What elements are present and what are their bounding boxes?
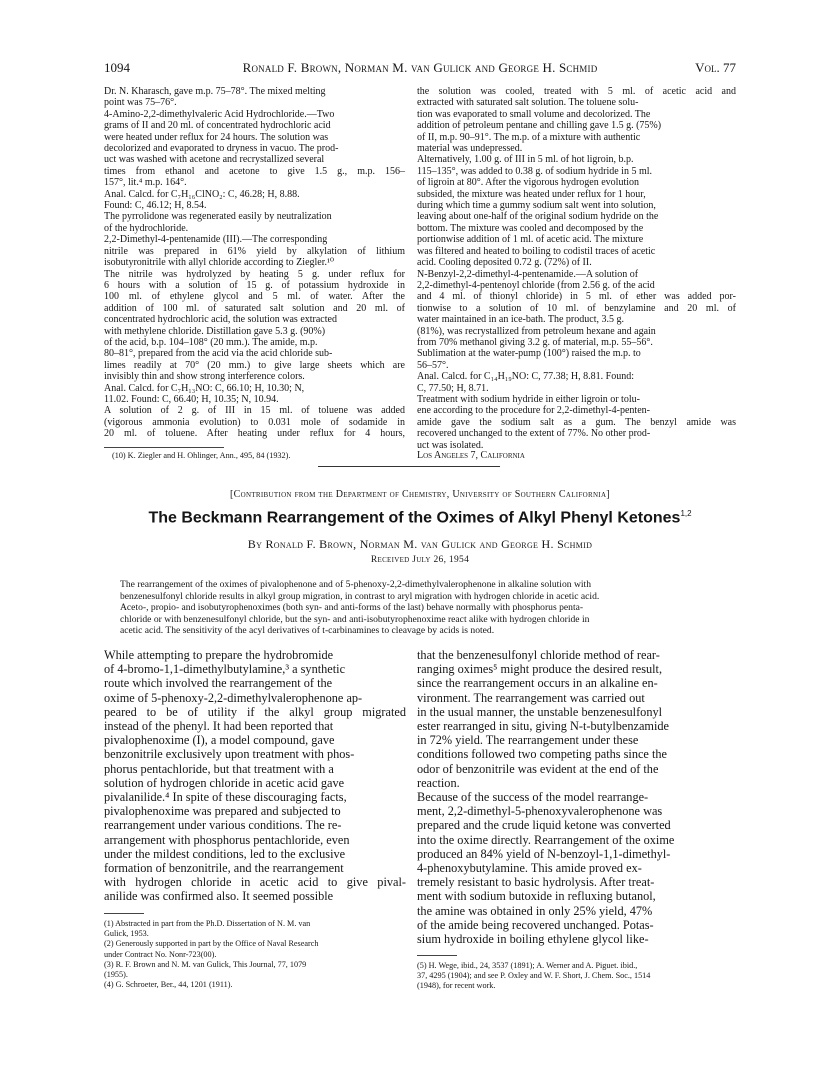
location-line: Los Angeles 7, California — [417, 450, 525, 461]
text-line: of the acid, b.p. 104–108° (20 mm.). The amide, m.p. — [104, 336, 318, 348]
text-line: from 70% methanol giving 3.2 g. of material, m.p. 55–56°. — [417, 336, 653, 348]
footnote-line: (3) R. F. Brown and N. M. van Gulick, This Journal, 77, 1079 — [104, 959, 307, 969]
text-line: was filtered and heated to boiling to codistil traces of acetic — [417, 245, 656, 257]
footnote-line: (1955). — [104, 970, 128, 980]
text-line: nitrile was prepared in 61% yield by alkylation of lithium — [104, 245, 405, 257]
abstract — [120, 579, 720, 637]
article-title — [104, 509, 736, 527]
text-line: of the hydrochloride. — [104, 222, 189, 234]
body-line: solution of hydrogen chloride in acetic acid gave — [104, 775, 345, 790]
text-line: 80–81°, prepared from the acid via the acid chloride sub- — [104, 348, 333, 360]
text-line: 100 ml. of ethylene glycol and 5 ml. of water. After the — [104, 291, 405, 303]
text-line: leaving about one-half of the original sodium hydride on the — [417, 211, 659, 223]
text-line: times from ethanol and acetone to give 1.5 g., m.p. 156– — [104, 165, 405, 177]
body-line: pivalophenoxime was prepared and subjected to — [104, 804, 341, 819]
footnote-line: (2) Generously supported in part by the Office of Naval Research — [104, 939, 319, 949]
body-line: the amine was obtained in only 25% yield, 47% — [417, 903, 653, 918]
body-line: since the rearrangement occurs in an alkaline en- — [417, 676, 658, 691]
body-line: ester rearranged in situ, giving N-t-butylbenzamide — [417, 719, 670, 734]
body-line: tremely resistant to basic hydrolysis. After treat- — [417, 875, 655, 890]
body-line: sium hydroxide in boiling ethylene glycol like- — [417, 932, 649, 947]
text-line: Treatment with sodium hydride in either ligroin or tolu- — [417, 393, 640, 405]
body-line: benzonitrile exclusively upon treatment with phos- — [104, 747, 355, 762]
text-line: The nitrile was hydrolyzed by heating 5 g. under reflux for — [104, 268, 405, 280]
text-line: recovered unchanged to the extent of 77%. No other prod- — [417, 428, 651, 440]
abstract-line: chloride or with benzenesulfonyl chloride, but the syn- and anti-isobutyrophenoxime react alike with hydrogen chloride in — [120, 613, 590, 625]
body-line: vironment. The rearrangement was carried out — [417, 690, 645, 705]
text-line: tion was evaporated to small volume and decolorized. The — [417, 108, 651, 120]
text-line: addition of 100 ml. of saturated salt solution and 20 ml. of — [104, 302, 405, 314]
body-line: pivalanilide.⁴ In spite of these discouraging facts, — [104, 790, 347, 805]
text-line: Anal. Calcd. for C₇H₁₆ClNO₂: C, 46.28; H, 8.88. — [104, 188, 300, 200]
text-line: invisibly thin and show strong interference colors. — [104, 371, 305, 383]
text-line: 56–57°. — [417, 359, 449, 371]
text-line: decolorized and evaporated to dryness in vacuo. The prod- — [104, 143, 339, 155]
text-line: (vigorous ammonia evolution) to 0.031 mole of sodamide in — [104, 416, 405, 428]
footnote-line: 37, 4295 (1904); and see P. Oxley and W. F. Short, J. Chem. Soc., 1514 — [417, 971, 651, 981]
text-line: Anal. Calcd. for C₁₄H₁₉NO: C, 77.38; H, 8.81. Found: — [417, 371, 634, 383]
footnote-line: (5) H. Wege, ibid., 24, 3537 (1891); A. Werner and A. Piguet. ibid., — [417, 961, 638, 970]
title-footnote-refs: 1,2 — [680, 509, 692, 518]
footnote-10 — [104, 451, 405, 461]
text-line: concentrated hydrochloric acid, the solution was extracted — [104, 314, 337, 326]
running-head — [104, 60, 736, 76]
text-line: 115–135°, was added to 0.38 g. of sodium hydride in 5 ml. — [417, 165, 652, 177]
footnote-rule — [104, 447, 224, 448]
text-line: of II, m.p. 90–91°. The m.p. of a mixture with authentic — [417, 131, 641, 143]
text-line: tionwise to a solution of 10 ml. of benzylamine and 20 ml. of — [417, 302, 736, 314]
abstract-line: Aceto-, propio- and isobutyrophenoximes (both syn- and anti-forms of the last) behave normally with phosphorus penta- — [120, 602, 584, 614]
text-line: water maintained in an ice-bath. The product, 3.5 g. — [417, 314, 624, 326]
body-right-column — [417, 648, 736, 946]
footnote-line: (1) Abstracted in part from the Ph.D. Dissertation of N. M. van — [104, 919, 311, 928]
body-line: rearrangement under various conditions. The re- — [104, 818, 342, 833]
body-line: anilide was confirmed also. It seemed possible — [104, 889, 334, 904]
body-line: conditions followed two competing paths since the — [417, 747, 667, 762]
text-line: point was 75–76°. — [104, 97, 177, 109]
text-line: addition of petroleum pentane and chilling gave 1.5 g. (75%) — [417, 120, 662, 132]
running-head-authors: Ronald F. Brown, Norman M. van Gulick and George H. Schmid — [242, 60, 598, 75]
text-line: 6 hours with a solution of 15 g. of potassium hydroxide in — [104, 279, 405, 291]
body-line: of the amide being recovered unchanged. Potas- — [417, 917, 654, 932]
text-line: extracted with saturated salt solution. The toluene solu- — [417, 97, 639, 109]
text-line: acid. Cooling deposited 0.72 g. (72%) of II. — [417, 257, 592, 269]
text-line: bottom. The mixture was cooled and decomposed by the — [417, 222, 644, 234]
received-date: Received July 26, 1954 — [370, 555, 470, 565]
text-line: 20 ml. of toluene. After heating under reflux for 4 hours, — [104, 428, 405, 440]
abstract-line: The rearrangement of the oximes of pivalophenone and of 5-phenoxy-2,2-dimethylvalerophenone in alkaline solution with — [120, 579, 592, 590]
text-line: with methylene chloride. Distillation gave 5.3 g. (90%) — [104, 325, 326, 337]
abstract-line: acetic acid. The sensitivity of the acyl derivatives of t-carbinamines to cleavage by acids is noted. — [120, 625, 495, 637]
body-line: formation of benzonitrile, and the rearrangement — [104, 861, 344, 876]
text-line: A solution of 2 g. of III in 15 ml. of toluene was added — [104, 405, 405, 417]
text-line: (81%), was recrystallized from petroleum hexane and again — [417, 325, 656, 337]
text-line: of ligroin at 80°. After the vigorous hydrogen evolution — [417, 177, 640, 189]
body-line: ranging oximes⁵ might produce the desired result, — [417, 662, 663, 677]
text-line: uct was washed with acetone and recrystallized several — [104, 154, 325, 166]
text-line: The pyrrolidone was regenerated easily by neutralization — [104, 211, 332, 223]
text-line: during which time a gummy sodium salt went into solution, — [417, 200, 656, 212]
text-line: Anal. Calcd. for C₇H₁₃NO: C, 66.10; H, 10.30; N, — [104, 382, 305, 394]
body-line: prepared and the crude liquid ketone was converted — [417, 818, 671, 833]
text-line: portionwise addition of 1 ml. of acetic acid. The mixture — [417, 234, 644, 246]
text-line: Dr. N. Kharasch, gave m.p. 75–78°. The mixed melting — [104, 86, 326, 97]
article-title-text: The Beckmann Rearrangement of the Oximes of Alkyl Phenyl Ketones — [148, 509, 681, 527]
text-line: grams of II and 20 ml. of concentrated hydrochloric acid — [104, 120, 331, 132]
body-line: in the usual manner, the unstable benzenesulfonyl — [417, 704, 663, 719]
body-line: pivalophenoxime (I), a model compound, gave — [104, 733, 335, 748]
body-line: arrangement with phosphorus pentachloride, even — [104, 832, 350, 847]
body-line: produced an 84% yield of N-benzoyl-1,1-dimethyl- — [417, 846, 671, 861]
text-line: limes readily at 70° (20 mm.) to give large sheets which are — [104, 359, 405, 371]
text-line: 11.02. Found: C, 66.40; H, 10.35; N, 10.94. — [104, 393, 279, 405]
text-line: uct was isolated. — [417, 439, 484, 451]
byline: By Ronald F. Brown, Norman M. van Gulick and George H. Schmid — [247, 537, 593, 551]
body-line: that the benzenesulfonyl chloride method of rear- — [417, 648, 660, 662]
article-separator-rule — [318, 466, 500, 467]
footnote-line: under Contract No. Nonr-723(00). — [104, 949, 217, 959]
text-line: Alternatively, 1.00 g. of III in 5 ml. of hot ligroin, b.p. — [417, 154, 634, 166]
footnote-line: (1948), for recent work. — [417, 981, 496, 991]
text-line: ene according to the procedure for 2,2-dimethyl-4-penten- — [417, 405, 650, 417]
body-line: 4-phenoxybutylamine. This amide proved ex- — [417, 861, 642, 876]
text-line: N-Benzyl-2,2-dimethyl-4-pentenamide.—A solution of — [417, 268, 639, 280]
prev-article-left-column — [104, 86, 405, 440]
text-line: isobutyronitrile with allyl chloride according to Ziegler.¹⁰ — [104, 257, 335, 269]
footnote-line: (10) K. Ziegler and H. Ohlinger, Ann., 495, 84 (1932). — [112, 451, 291, 460]
body-line: While attempting to prepare the hydrobromide — [104, 648, 334, 662]
body-line: reaction. — [417, 775, 460, 790]
body-line: phorus pentachloride, but that treatment with a — [104, 761, 334, 776]
body-line: ment with sodium butoxide in refluxing butanol, — [417, 889, 656, 904]
page-number: 1094 — [104, 60, 130, 75]
footnotes-left — [104, 919, 406, 990]
body-line: of 4-bromo-1,1-dimethylbutylamine,³ a synthetic — [104, 662, 346, 677]
text-line: 2,2-dimethyl-4-pentenoyl chloride (from 2.56 g. of the acid — [417, 279, 655, 291]
text-line: C, 77.50; H, 8.71. — [417, 382, 489, 394]
body-line: Because of the success of the model rearrange- — [417, 790, 649, 805]
text-line: Sublimation at the water-pump (100°) raised the m.p. to — [417, 348, 641, 360]
text-line: 2,2-Dimethyl-4-pentenamide (III).—The corresponding — [104, 234, 328, 246]
text-line: 157°, lit.⁴ m.p. 164°. — [104, 177, 187, 189]
footnote-rule-right — [417, 955, 457, 956]
text-line: were heated under reflux for 24 hours. The solution was — [104, 131, 329, 143]
text-line: and 4 ml. of thionyl chloride) in 5 ml. of ether was added por- — [417, 291, 736, 303]
body-line: into the oxime directly. Rearrangement of the oxime — [417, 832, 675, 847]
body-line: in 72% yield. The rearrangement under these — [417, 733, 639, 748]
text-line: Found: C, 46.12; H, 8.54. — [104, 200, 207, 212]
text-line: amide gave the sodium salt as a gum. The benzyl amide was — [417, 416, 736, 428]
contribution-line: [Contribution from the Department of Chemistry, University of Southern California] — [230, 489, 610, 500]
text-line: subsided, the mixture was heated under reflux for 1 hour, — [417, 188, 646, 200]
body-line: route which involved the rearrangement of the — [104, 676, 333, 691]
footnotes-right — [417, 961, 736, 992]
body-line: ment, 2,2-dimethyl-5-phenoxyvalerophenone was — [417, 804, 663, 819]
text-line: material was undepressed. — [417, 143, 523, 155]
prev-article-right-column — [417, 86, 736, 451]
footnote-rule-left — [104, 913, 144, 914]
body-left-column — [104, 648, 406, 904]
volume-number: Vol. 77 — [695, 60, 736, 75]
body-line: peared to be of utility if the alkyl group migrated — [104, 704, 406, 719]
body-line: under the mildest conditions, led to the exclusive — [104, 846, 346, 861]
footnote-line: (4) G. Schroeter, Ber., 44, 1201 (1911). — [104, 980, 233, 990]
footnote-line: Gulick, 1953. — [104, 929, 149, 939]
body-line: odor of benzonitrile was evident at the end of the — [417, 761, 659, 776]
body-line: oxime of 5-phenoxy-2,2-dimethylvalerophenone ap- — [104, 690, 363, 705]
text-line: the solution was cooled, treated with 5 ml. of acetic acid and — [417, 86, 736, 97]
body-line: with hydrogen chloride in acetic acid to give pival- — [104, 875, 406, 890]
abstract-line: benzenesulfonyl chloride results in alkyl group migration, in contrast to aryl migration with hydrogen chloride in acetic acid. — [120, 590, 600, 602]
body-line: instead of the phenyl. It had been reported that — [104, 719, 334, 734]
text-line: 4-Amino-2,2-dimethylvaleric Acid Hydrochloride.—Two — [104, 108, 335, 120]
